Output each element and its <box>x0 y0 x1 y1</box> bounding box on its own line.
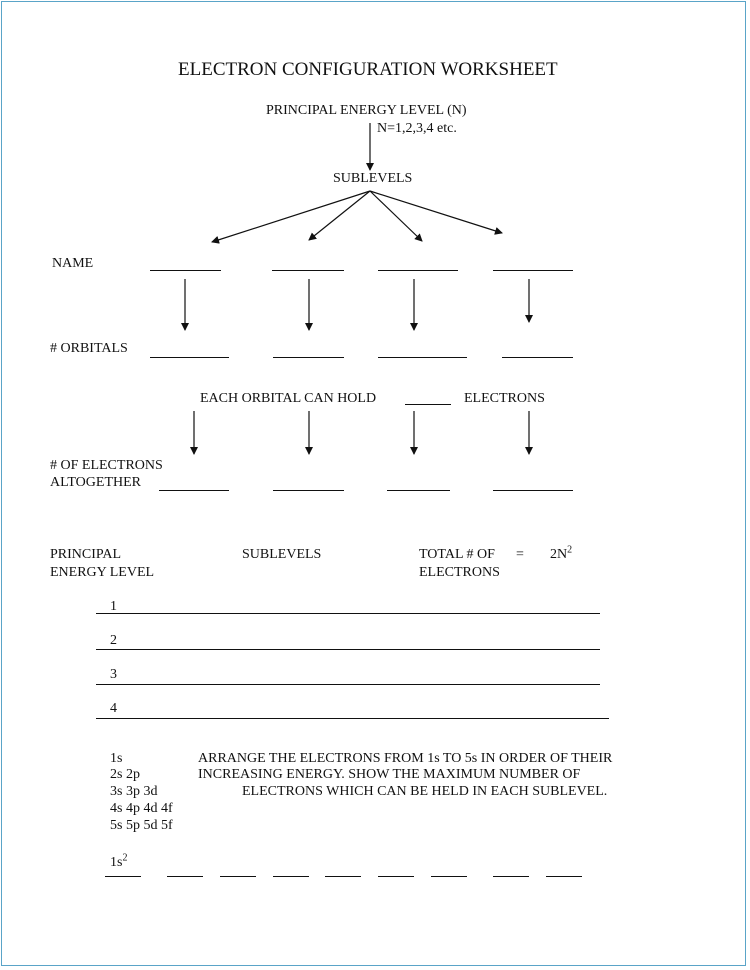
orbitals-blank-4[interactable] <box>502 357 573 358</box>
formula-2n-squared <box>550 544 573 563</box>
sublevel-list-item: 3s 3p 3d <box>110 784 158 799</box>
n-values-label: N=1,2,3,4 etc. <box>377 121 457 136</box>
order-blank-8[interactable] <box>493 876 529 877</box>
formula-base: 2N <box>550 547 568 562</box>
name-blank-4[interactable] <box>493 270 573 271</box>
row-answer-line-2[interactable] <box>96 649 600 650</box>
order-blank-9[interactable] <box>546 876 582 877</box>
name-blank-3[interactable] <box>378 270 458 271</box>
electrons-blank-3[interactable] <box>387 490 450 491</box>
name-blank-2[interactable] <box>272 270 344 271</box>
electrons-per-orbital-blank[interactable] <box>405 404 451 405</box>
principal-energy-level-label: PRINCIPAL ENERGY LEVEL (N) <box>266 103 467 118</box>
instruction-line-1: ARRANGE THE ELECTRONS FROM 1s TO 5s IN ORDER OF THEIR <box>198 751 613 766</box>
order-blank-5[interactable] <box>325 876 361 877</box>
total-col-header-2: ELECTRONS <box>419 565 500 580</box>
sublevel-list-item: 2s 2p <box>110 767 140 782</box>
sublevels-label: SUBLEVELS <box>333 171 413 186</box>
page-title: ELECTRON CONFIGURATION WORKSHEET <box>178 59 558 80</box>
each-orbital-label: EACH ORBITAL CAN HOLD <box>200 391 377 406</box>
electrons-blank-1[interactable] <box>159 490 229 491</box>
row-number: 1 <box>110 599 117 614</box>
order-blank-1[interactable] <box>105 876 141 877</box>
orbitals-label: # ORBITALS <box>50 341 128 356</box>
row-number: 3 <box>110 667 117 682</box>
first-answer-1s2 <box>110 852 128 871</box>
arrow-sublevel-2 <box>309 191 370 240</box>
row-number: 2 <box>110 633 117 648</box>
principal-col-header-1: PRINCIPAL <box>50 547 122 562</box>
sublevel-list-item: 4s 4p 4d 4f <box>110 801 173 816</box>
total-col-header-1: TOTAL # OF <box>419 547 495 562</box>
order-blank-6[interactable] <box>378 876 414 877</box>
order-blank-4[interactable] <box>273 876 309 877</box>
first-answer-exponent: 2 <box>122 852 128 864</box>
arrow-sublevel-1 <box>212 191 370 242</box>
row-number: 4 <box>110 701 117 716</box>
name-blank-1[interactable] <box>150 270 221 271</box>
principal-col-header-2: ENERGY LEVEL <box>50 565 155 580</box>
instruction-line-3: ELECTRONS WHICH CAN BE HELD IN EACH SUBLEVEL. <box>242 784 608 799</box>
row-answer-line-4[interactable] <box>96 718 609 719</box>
arrow-sublevel-4 <box>370 191 502 233</box>
electrons-blank-4[interactable] <box>493 490 573 491</box>
sublevel-list-item: 5s 5p 5d 5f <box>110 818 173 833</box>
first-answer-base: 1s <box>110 855 123 870</box>
order-blank-2[interactable] <box>167 876 203 877</box>
electrons-blank-2[interactable] <box>273 490 344 491</box>
order-blank-3[interactable] <box>220 876 256 877</box>
orbitals-blank-1[interactable] <box>150 357 229 358</box>
orbitals-blank-3[interactable] <box>378 357 467 358</box>
electrons-word: ELECTRONS <box>464 391 545 406</box>
instruction-line-2: INCREASING ENERGY. SHOW THE MAXIMUM NUMBER OF <box>198 767 581 782</box>
formula-exponent: 2 <box>567 544 573 556</box>
order-blank-7[interactable] <box>431 876 467 877</box>
name-label: NAME <box>52 256 94 271</box>
orbitals-blank-2[interactable] <box>273 357 344 358</box>
arrow-sublevel-3 <box>370 191 422 241</box>
electrons-altogether-label-2: ALTOGETHER <box>50 475 141 490</box>
row-answer-line-1[interactable] <box>96 613 600 614</box>
electrons-altogether-label-1: # OF ELECTRONS <box>50 458 163 473</box>
row-answer-line-3[interactable] <box>96 684 600 685</box>
equals-sign: = <box>516 547 524 562</box>
sublevels-col-header: SUBLEVELS <box>242 547 322 562</box>
sublevel-list-item: 1s <box>110 751 123 766</box>
